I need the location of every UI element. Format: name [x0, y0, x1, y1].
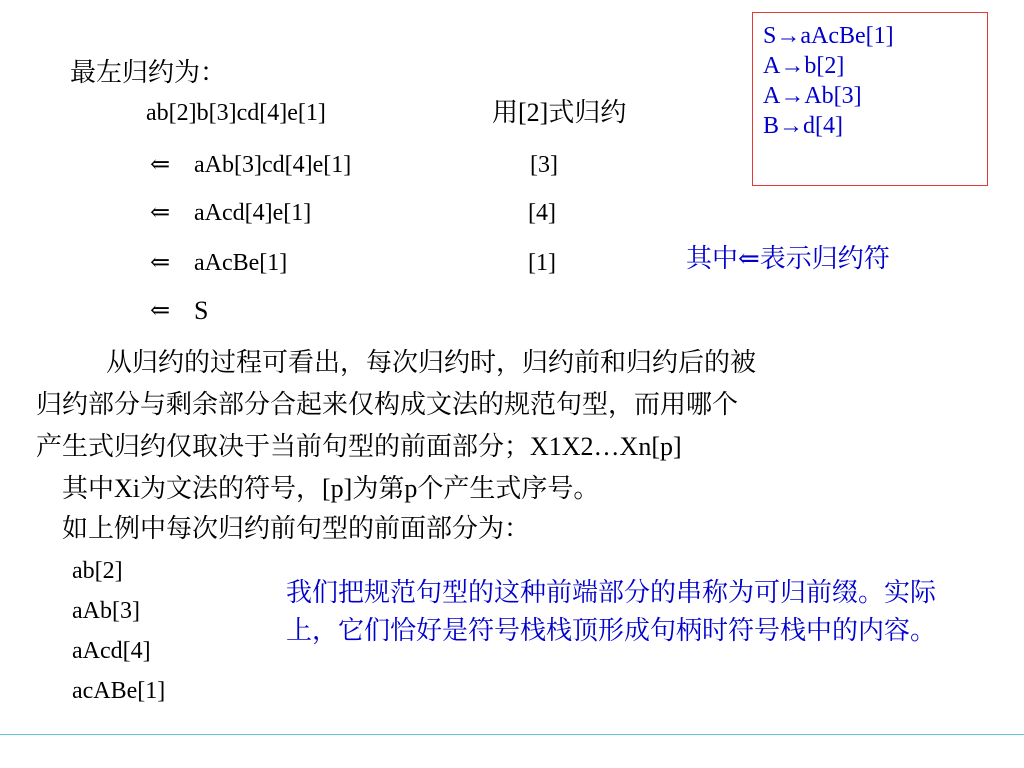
step-arrow-3: ⇐ — [150, 250, 171, 276]
step-arrow-1: ⇐ — [150, 152, 171, 178]
step-note-3: [1] — [528, 250, 556, 276]
reduce-symbol-note: 其中⇐表示归约符 — [686, 244, 890, 273]
grammar-rule-3: A→Ab[3] — [763, 83, 862, 109]
step-arrow-2: ⇐ — [150, 200, 171, 226]
paragraph-line-1: 从归约的过程可看出，每次归约时，归约前和归约后的被 — [106, 348, 757, 377]
grammar-rule-2: A→b[2] — [763, 53, 845, 79]
conclusion-text: 我们把规范句型的这种前端部分的串称为可归前缀。实际上，它们恰好是符号栈栈顶形成句柄时符号栈中的内容。 — [286, 578, 937, 645]
paragraph-line-3: 产生式归约仅取决于当前句型的前面部分；X1X2…Xn[p] — [36, 432, 682, 461]
prefix-item-3: aAcd[4] — [72, 638, 151, 664]
prefix-item-4: acABe[1] — [72, 678, 166, 704]
step-form-0: ab[2]b[3]cd[4]e[1] — [146, 100, 326, 126]
footer-divider — [0, 734, 1024, 735]
section-heading: 最左归约为： — [70, 58, 227, 87]
step-note-1: [3] — [530, 152, 558, 178]
grammar-rule-4: B→d[4] — [763, 113, 843, 139]
grammar-box — [752, 12, 988, 186]
step-form-3: aAcBe[1] — [194, 250, 288, 276]
grammar-rule-1: S→aAcBe[1] — [763, 23, 894, 49]
prefix-item-2: aAb[3] — [72, 598, 140, 624]
step-form-1: aAb[3]cd[4]e[1] — [194, 152, 352, 178]
step-note-2: [4] — [528, 200, 556, 226]
paragraph-line-2: 归约部分与剩余部分合起来仅构成文法的规范句型，而用哪个 — [36, 390, 739, 419]
paragraph-line-4: 其中Xi为文法的符号，[p]为第p个产生式序号。 — [62, 474, 600, 503]
paragraph-line-5: 如上例中每次归约前句型的前面部分为： — [62, 514, 531, 543]
step-arrow-4: ⇐ — [150, 298, 171, 324]
prefix-item-1: ab[2] — [72, 558, 123, 584]
step-form-2: aAcd[4]e[1] — [194, 200, 312, 226]
step-form-4: S — [194, 296, 209, 325]
step-note-0: 用[2]式归约 — [492, 98, 627, 127]
